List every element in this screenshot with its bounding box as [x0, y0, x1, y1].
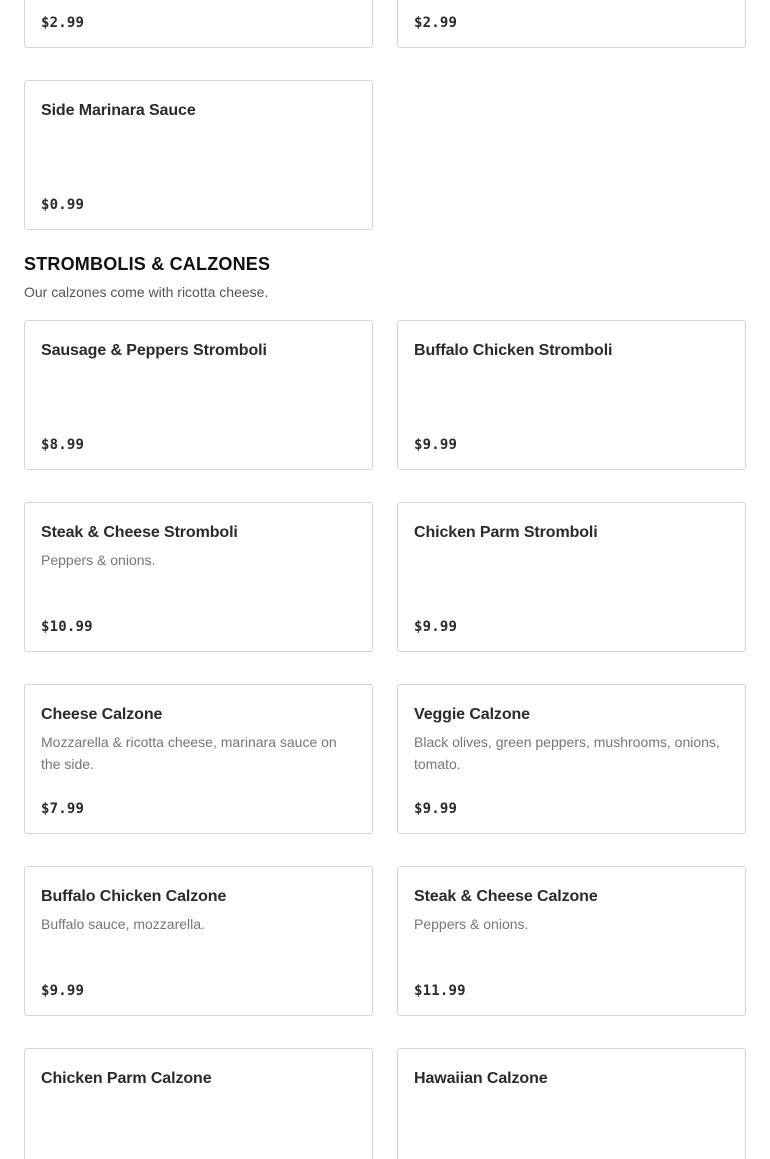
- item-description: Black olives, green peppers, mushrooms, onions, tomato.: [414, 734, 720, 772]
- item-name: Cheese Calzone: [41, 706, 163, 723]
- section-subtitle: Our calzones come with ricotta cheese.: [24, 284, 269, 300]
- item-price: $2.99: [41, 15, 85, 31]
- menu-item-card[interactable]: [24, 866, 373, 1016]
- item-name: Buffalo Chicken Calzone: [41, 888, 227, 905]
- menu-item-card[interactable]: [397, 320, 746, 470]
- menu-item-card[interactable]: [24, 80, 373, 230]
- menu-item-card[interactable]: [397, 684, 746, 834]
- menu-item-card[interactable]: [397, 866, 746, 1016]
- item-price: $8.99: [41, 437, 85, 453]
- item-description: Peppers & onions.: [41, 552, 156, 568]
- menu-item-card[interactable]: [24, 320, 373, 470]
- menu-item-card[interactable]: [397, 502, 746, 652]
- item-name: Hawaiian Calzone: [414, 1070, 548, 1087]
- item-name: Sausage & Peppers Stromboli: [41, 342, 267, 359]
- item-name: Steak & Cheese Stromboli: [41, 524, 238, 541]
- item-price: $2.99: [414, 15, 458, 31]
- item-name: Steak & Cheese Calzone: [414, 888, 598, 905]
- menu-item-card[interactable]: [397, 0, 746, 48]
- item-price: $9.99: [414, 619, 458, 635]
- item-price: $0.99: [41, 197, 85, 213]
- item-price: $11.99: [414, 983, 466, 999]
- item-description: Peppers & onions.: [414, 916, 529, 932]
- menu-item-card[interactable]: [24, 1048, 373, 1159]
- item-description: Buffalo sauce, mozzarella.: [41, 916, 205, 932]
- section-title: STROMBOLIS & CALZONES: [24, 254, 271, 274]
- item-name: Side Marinara Sauce: [41, 102, 196, 119]
- item-name: Veggie Calzone: [414, 706, 530, 723]
- item-price: $7.99: [41, 801, 85, 817]
- menu-item-card[interactable]: [397, 1048, 746, 1159]
- item-price: $9.99: [414, 801, 458, 817]
- item-description: Mozzarella & ricotta cheese, marinara sauce on the side.: [41, 734, 337, 772]
- item-price: $9.99: [41, 983, 85, 999]
- item-name: Chicken Parm Calzone: [41, 1070, 212, 1087]
- menu-item-card[interactable]: [24, 0, 373, 48]
- menu-item-card[interactable]: [24, 684, 373, 834]
- menu-item-card[interactable]: [24, 502, 373, 652]
- item-name: Buffalo Chicken Stromboli: [414, 342, 613, 359]
- item-price: $9.99: [414, 437, 458, 453]
- item-name: Chicken Parm Stromboli: [414, 524, 598, 541]
- item-price: $10.99: [41, 619, 93, 635]
